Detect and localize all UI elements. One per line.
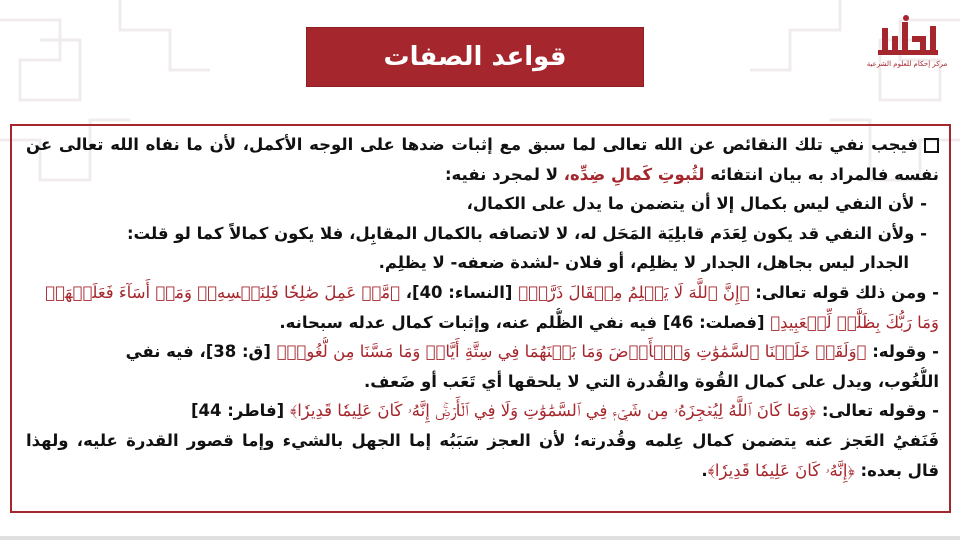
- line-5-text: الجدار ليس بجاهل، الجدار لا يظلِم، أو فلان -لشدة ضعفه- لا يظلِم.: [378, 253, 909, 273]
- text-line-5: [26, 248, 939, 278]
- line-2-text-c: لا لمجرد نفيه:: [444, 164, 564, 184]
- verse-ref-1: [النساء: 40]،: [400, 282, 519, 302]
- text-line-4: [26, 219, 939, 249]
- text-line-8: [26, 337, 939, 367]
- bottom-bar: [0, 536, 960, 540]
- quran-verse-5: ﴿إِنَّهُۥ كَانَ عَلِيمٗا قَدِيرٗا﴾: [707, 460, 855, 480]
- line-4-text: - ولأن النفي قد يكون لِعَدَم قابلِيَة المَحَل له، لا لاتصافه بالكمال المقابِل، فلا يكون كمالاً كما لو قلت:: [126, 223, 927, 243]
- text-line-1: [26, 130, 939, 160]
- quran-verse-1: ﴿إِنَّ ٱللَّهَ لَا يَظۡلِمُ مِثۡقَالَ ذَرَّةٖ﴾: [518, 282, 750, 302]
- text-line-2: [26, 160, 939, 190]
- line-11-text: فَنَفيُ العَجز عنه يتضمن كمال عِلمه وقُدرته؛ لأن العجز سَبَبُه إما الجهل بالشيء وإما قصور القدرة عليه، ولهذا: [26, 430, 939, 450]
- title-banner: [306, 27, 644, 87]
- quran-verse-2-part-2: وَمَا رَبُّكَ بِظَلَّٰمٖ لِّلۡعَبِيدِ﴾: [770, 312, 939, 332]
- line-12-text-c: .: [701, 460, 708, 480]
- page-title: قواعد الصفات: [383, 42, 567, 72]
- quran-verse-3: ﴿وَلَقَدۡ خَلَقۡنَا ٱلسَّمَٰوَٰتِ وَٱلۡأَرۡضَ وَمَا بَيۡنَهُمَا فِي سِتَّةِ أَيَّامٖ وَمَا مَسَّنَا مِن لُّغُوبٖ﴾: [276, 342, 867, 362]
- text-line-11: [26, 426, 939, 456]
- line-7-text-b: [فصلت: 46] فيه نفي الظُّلم عنه، وإثبات كمال عدله سبحانه.: [279, 312, 771, 332]
- text-line-9: [26, 367, 939, 397]
- line-3-text: - لأن النفي ليس بكمال إلا أن يتضمن ما يدل على الكمال،: [466, 194, 927, 214]
- text-line-7: [26, 308, 939, 338]
- text-line-10: [26, 396, 939, 426]
- checkbox-icon: [924, 138, 939, 153]
- line-6-text-a: - ومن ذلك قوله تعالى:: [749, 282, 939, 302]
- highlight-phrase: لثُبوتِ كَمالِ ضِدِّه،: [563, 164, 705, 184]
- logo-icon: [868, 12, 946, 78]
- text-line-3: [26, 189, 939, 219]
- line-2-text-a: نفسه فالمراد به بيان انتفائه: [704, 164, 939, 184]
- content-box: [10, 124, 951, 513]
- line-8-text-a: - وقوله:: [866, 342, 939, 362]
- text-line-6: [26, 278, 939, 308]
- line-12-text-a: قال بعده:: [854, 460, 939, 480]
- line-9-text: اللُّغُوب، ويدل على كمال القُوة والقُدرة التي لا يلحقها أي تَعَب أو ضَعف.: [364, 371, 939, 391]
- logo-subtitle: مركز إحكام للعلوم الشرعية: [866, 60, 948, 68]
- line-10-text-a: - وقوله تعالى:: [816, 401, 939, 421]
- verse-ref-4: [فاطر: 44]: [190, 401, 290, 421]
- line-8-text-c: [ق: 38]، فيه نفي: [125, 342, 277, 362]
- quran-verse-4: ﴿وَمَا كَانَ ٱللَّهُ لِيُعۡجِزَهُۥ مِن شَيۡءٖ فِي ٱلسَّمَٰوَٰتِ وَلَا فِي ٱلۡأَرۡضِۚ إِنَّهُۥ كَانَ عَلِيمٗا قَدِيرٗا﴾: [289, 401, 817, 421]
- line-1-text: فيجب نفي تلك النقائص عن الله تعالى لما سبق مع إثبات ضدها على الوجه الأكمل، لأن ما نفاه الله تعالى عن: [26, 135, 918, 154]
- text-line-12: [26, 456, 939, 486]
- quran-verse-2-part-1: ﴿مَّنۡ عَمِلَ صَٰلِحٗا فَلِنَفۡسِهِۦۖ وَمَنۡ أَسَآءَ فَعَلَيۡهَاۗ: [45, 282, 401, 302]
